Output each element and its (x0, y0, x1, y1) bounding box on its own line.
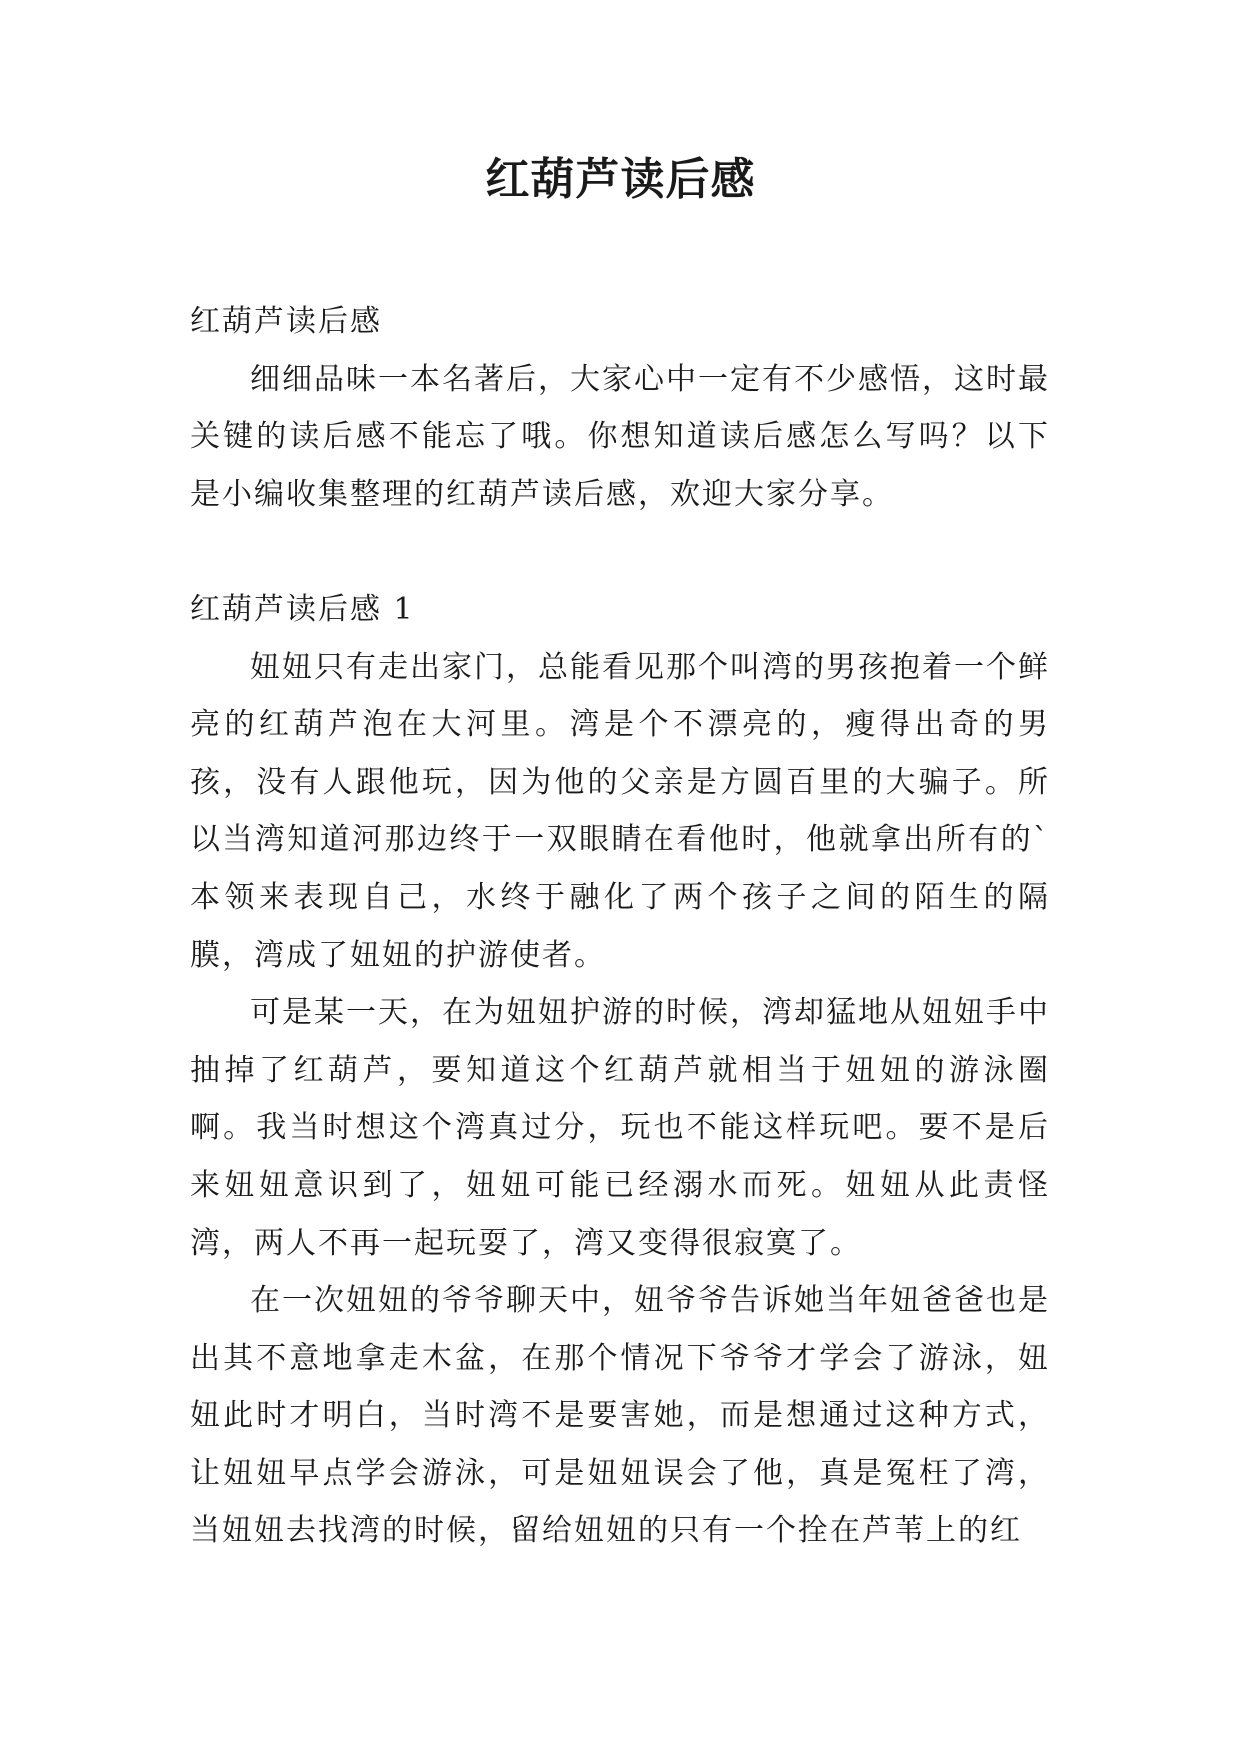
document-body (190, 293, 1050, 1560)
section-1-paragraph-1: 妞妞只有走出家门，总能看见那个叫湾的男孩抱着一个鲜亮的红葫芦泡在大河里。湾是个不漂亮的，瘦得出奇的男孩，没有人跟他玩，因为他的父亲是方圆百里的大骗子。所以当湾知道河那边终于一双眼睛在看他时，他就拿出所有的`本领来表现自己，水终于融化了两个孩子之间的陌生的隔膜，湾成了妞妞的护游使者。 (190, 649, 1050, 973)
section-spacer (190, 523, 1050, 581)
intro-paragraph: 细细品味一本名著后，大家心中一定有不少感悟，这时最关键的读后感不能忘了哦。你想知道读后感怎么写吗？以下是小编收集整理的红葫芦读后感，欢迎大家分享。 (190, 361, 1050, 512)
document-title: 红葫芦读后感 (485, 154, 756, 205)
intro-heading: 红葫芦读后感 (190, 304, 382, 339)
section-1-paragraph-3: 在一次妞妞的爷爷聊天中，妞爷爷告诉她当年妞爸爸也是出其不意地拿走木盆，在那个情况下爷爷才学会了游泳，妞妞此时才明白，当时湾不是要害她，而是想通过这种方式，让妞妞早点学会游泳，可是妞妞误会了他，真是冤枉了湾，当妞妞去找湾的时候，留给妞妞的只有一个拴在芦苇上的红 (190, 1283, 1050, 1549)
section-1-heading: 红葫芦读后感 1 (190, 591, 415, 627)
section-1-paragraph-2: 可是某一天，在为妞妞护游的时候，湾却猛地从妞妞手中抽掉了红葫芦，要知道这个红葫芦就相当于妞妞的游泳圈啊。我当时想这个湾真过分，玩也不能这样玩吧。要不是后来妞妞意识到了，妞妞可能已经溺水而死。妞妞从此责怪湾，两人不再一起玩耍了，湾又变得很寂寞了。 (190, 995, 1050, 1261)
